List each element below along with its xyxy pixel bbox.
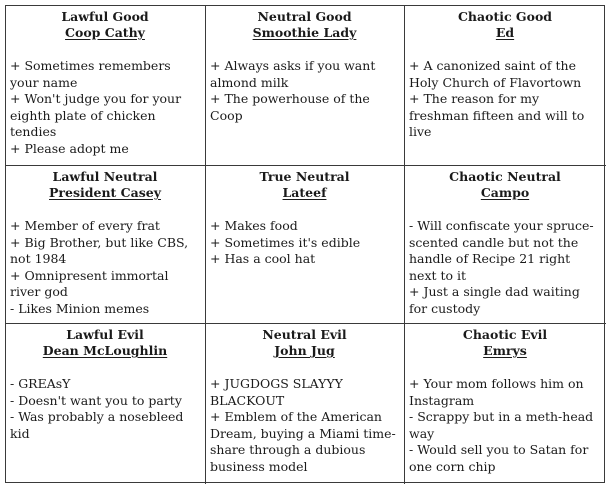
trait-item: + Please adopt me (10, 140, 129, 156)
trait-list (210, 376, 399, 475)
trait-list (409, 376, 601, 475)
cell-chaotic-evil (405, 324, 606, 484)
trait-item: + Sometimes it's edible (210, 234, 361, 250)
alignment-label: Lawful Evil (66, 327, 144, 342)
cell-neutral-good (206, 6, 405, 166)
person-name: President Casey (49, 185, 161, 200)
cell-lawful-neutral (6, 166, 206, 324)
person-name: Ed (495, 25, 515, 40)
alignment-label: Chaotic Good (457, 9, 553, 24)
person-name: John Jug (274, 343, 335, 358)
person-name: Campo (480, 185, 530, 200)
trait-item: - Was probably a nosebleed kid (10, 409, 184, 441)
trait-item: + Sometimes remembers your name (10, 58, 171, 90)
alignment-label: Chaotic Evil (462, 327, 548, 342)
cell-true-neutral (206, 166, 405, 324)
cell-chaotic-good (405, 6, 606, 166)
alignment-label: Lawful Neutral (52, 169, 158, 184)
person-name: Dean McLoughlin (42, 343, 168, 358)
cell-neutral-evil (206, 324, 405, 484)
trait-item: - GREAsY (10, 376, 71, 391)
person-name: Lateef (282, 185, 327, 200)
trait-item: - Scrappy but in a meth-head way (409, 409, 594, 441)
person-name: Emrys (483, 343, 527, 358)
trait-item: - Doesn't want you to party (10, 392, 182, 408)
trait-list (409, 58, 601, 141)
trait-item: + Won't judge you for your eighth plate of chicken tendies (10, 91, 182, 139)
trait-item: - Would sell you to Satan for one corn chip (409, 442, 589, 474)
trait-item: + A canonized saint of the Holy Church of Flavortown (409, 58, 582, 90)
trait-item: + The reason for my freshman fifteen and will to live (409, 91, 585, 139)
alignment-chart (5, 5, 605, 483)
cell-lawful-evil (6, 324, 206, 484)
trait-list (10, 58, 200, 157)
trait-item: + Omnipresent immortal river god (10, 267, 169, 299)
trait-item: + Makes food (210, 218, 298, 233)
trait-list (10, 218, 200, 317)
trait-item: + JUGDOGS SLAYYY BLACKOUT (210, 376, 343, 408)
trait-item: - Likes Minion memes (10, 300, 150, 316)
trait-item: + The powerhouse of the Coop (210, 91, 370, 123)
alignment-label: Neutral Evil (262, 327, 347, 342)
trait-item: + Member of every frat (10, 218, 160, 233)
trait-item: + Always asks if you want almond milk (210, 58, 376, 90)
trait-list (210, 218, 399, 268)
person-name: Smoothie Lady (252, 25, 357, 40)
person-name: Coop Cathy (65, 25, 145, 40)
trait-item: + Your mom follows him on Instagram (409, 376, 584, 408)
alignment-label: Neutral Good (257, 9, 352, 24)
trait-item: - Will confiscate your spruce-scented candle but not the handle of Recipe 21 right next to it (409, 218, 594, 283)
cell-chaotic-neutral (405, 166, 606, 324)
alignment-label: True Neutral (259, 169, 350, 184)
trait-list (10, 376, 200, 442)
trait-list (210, 58, 399, 124)
trait-item: + Big Brother, but like CBS, not 1984 (10, 234, 189, 266)
alignment-label: Chaotic Neutral (449, 169, 561, 184)
alignment-label: Lawful Good (61, 9, 149, 24)
trait-list (409, 218, 601, 317)
trait-item: + Has a cool hat (210, 251, 316, 266)
cell-lawful-good (6, 6, 206, 166)
trait-item: + Just a single dad waiting for custody (409, 284, 580, 316)
trait-item: + Emblem of the American Dream, buying a Miami time-share through a dubious business model (210, 409, 396, 474)
